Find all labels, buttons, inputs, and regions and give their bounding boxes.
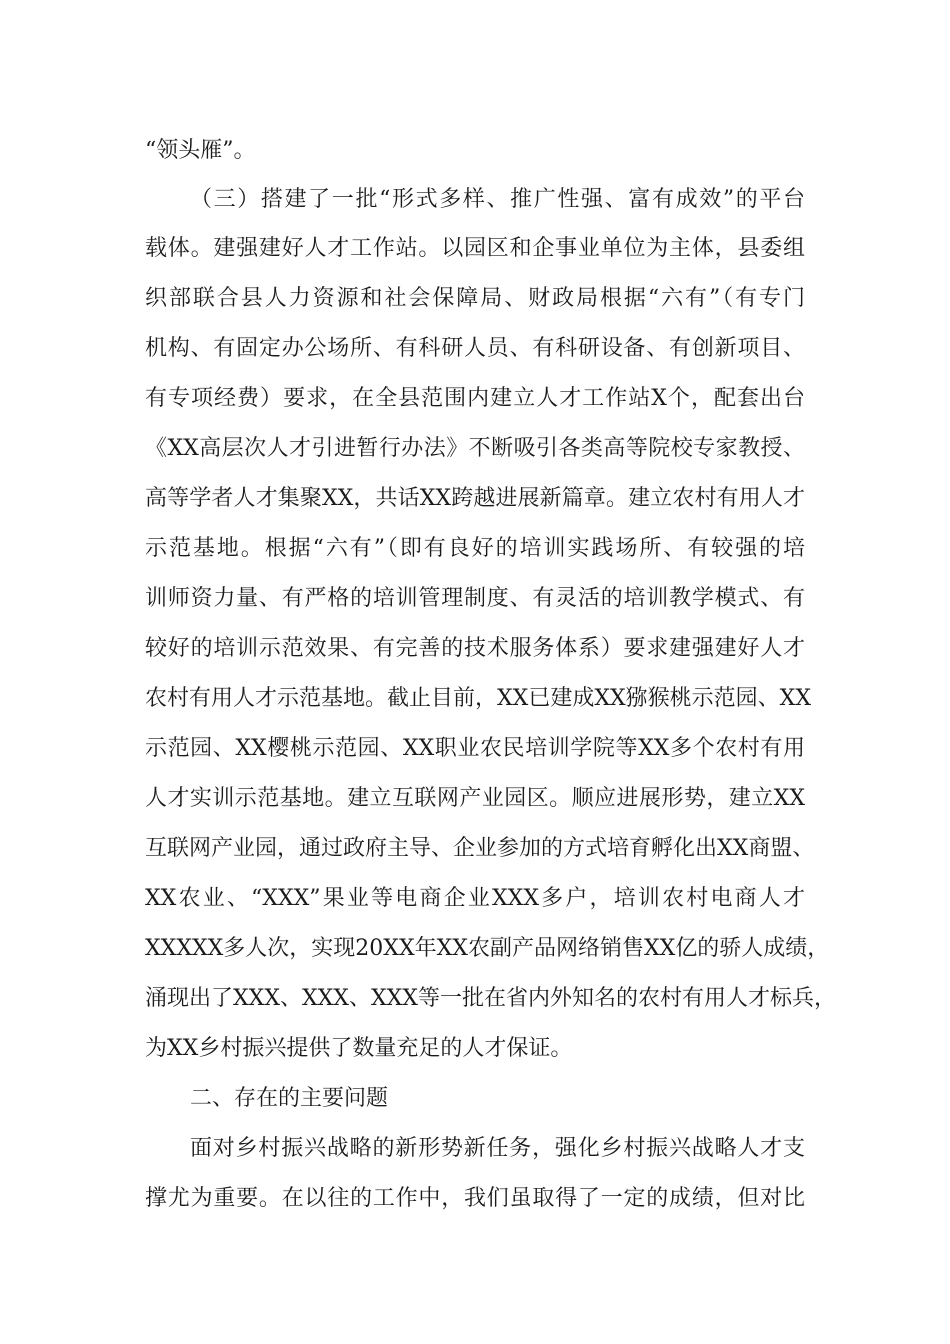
section-heading: 二、存在的主要问题 bbox=[190, 1086, 389, 1111]
text-line: 高等学者人才集聚XX，共话XX跨越进展新篇章。建立农村有用人才 bbox=[145, 486, 805, 511]
text-line: 训师资力量、有严格的培训管理制度、有灵活的培训教学模式、有 bbox=[145, 586, 805, 611]
text-line: 示范基地。根据“六有”（即有良好的培训实践场所、有较强的培 bbox=[145, 536, 805, 561]
text-line: 农村有用人才示范基地。截止目前，XX已建成XX猕猴桃示范园、XX bbox=[145, 686, 811, 711]
text-line: 互联网产业园，通过政府主导、企业参加的方式培育孵化出XX商盟、 bbox=[145, 836, 815, 861]
text-line: 人才实训示范基地。建立互联网产业园区。顺应进展形势，建立XX bbox=[145, 786, 805, 811]
text-line: 涌现出了XXX、XXX、XXX等一批在省内外知名的农村有用人才标兵， bbox=[145, 986, 836, 1011]
text-line: XX农业、“XXX”果业等电商企业XXX多户，培训农村电商人才 bbox=[145, 886, 805, 911]
text-line: 有专项经费）要求，在全县范围内建立人才工作站X个，配套出台 bbox=[145, 386, 805, 411]
text-line: 载体。建强建好人才工作站。以园区和企事业单位为主体，县委组 bbox=[145, 236, 805, 261]
text-line: 面对乡村振兴战略的新形势新任务，强化乡村振兴战略人才支 bbox=[190, 1136, 805, 1161]
text-line: 为XX乡村振兴提供了数量充足的人才保证。 bbox=[145, 1036, 573, 1061]
text-line: XXXXX多人次，实现20XX年XX农副产品网络销售XX亿的骄人成绩， bbox=[145, 936, 830, 961]
section-heading-line: （三）搭建了一批“形式多样、推广性强、富有成效”的平台 bbox=[190, 187, 805, 212]
text-line: 示范园、XX樱桃示范园、XX职业农民培训学院等XX多个农村有用 bbox=[145, 736, 805, 761]
text-line: 撑尤为重要。在以往的工作中，我们虽取得了一定的成绩，但对比 bbox=[145, 1186, 805, 1211]
text-line: 织部联合县人力资源和社会保障局、财政局根据“六有”（有专门 bbox=[145, 286, 805, 311]
text-line: 《XX高层次人才引进暂行办法》不断吸引各类高等院校专家教授、 bbox=[145, 436, 805, 461]
text-line: 机构、有固定办公场所、有科研人员、有科研设备、有创新项目、 bbox=[145, 336, 805, 361]
text-line: 较好的培训示范效果、有完善的技术服务体系）要求建强建好人才 bbox=[145, 636, 805, 661]
text-line: “领头雁”。 bbox=[145, 138, 256, 163]
